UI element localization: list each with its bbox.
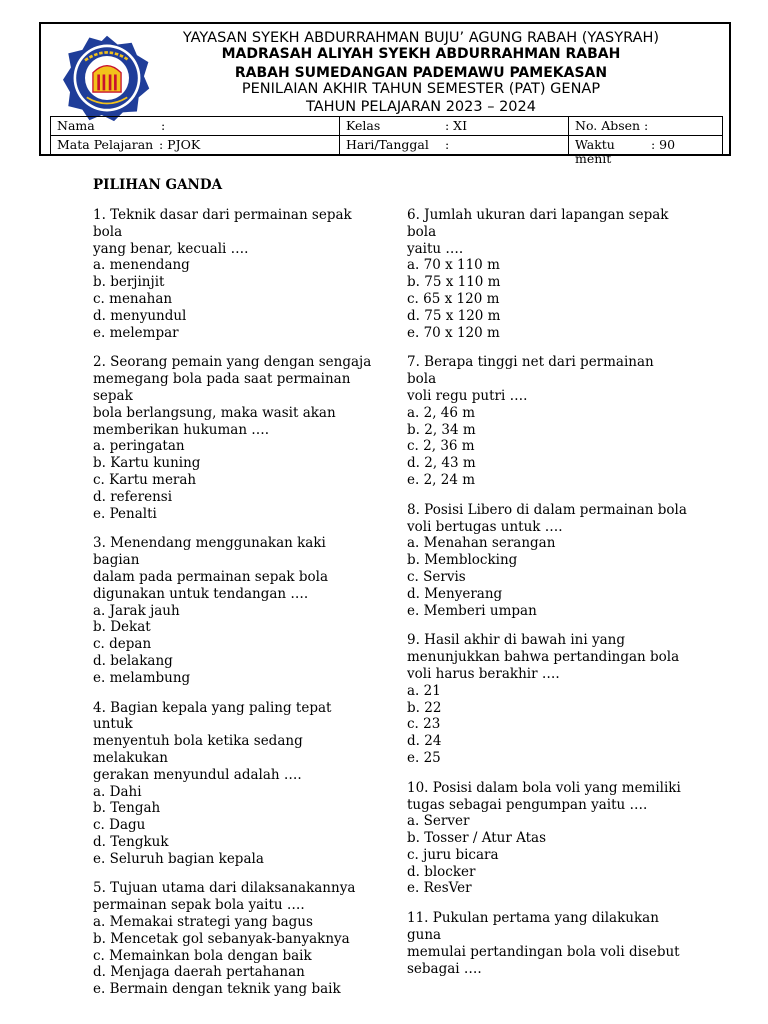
answer-option[interactable]: c. juru bicara [407, 846, 499, 863]
answer-option[interactable]: e. Memberi umpan [407, 602, 537, 619]
question-item [407, 780, 687, 898]
answer-option[interactable]: a. 2, 46 m [407, 404, 476, 421]
answer-option[interactable]: e. 25 [407, 749, 441, 766]
question-text-line: 9. Hasil akhir di bawah ini yang [407, 632, 625, 649]
absence-number-label: No. Absen : [575, 118, 649, 133]
answer-option[interactable]: b. Kartu kuning [93, 455, 201, 472]
question-text-line: memberikan hukuman …. [93, 421, 270, 438]
question-item [407, 207, 687, 341]
question-text-line: 4. Bagian kepala yang paling tepat untuk [93, 699, 332, 733]
question-item [93, 700, 373, 868]
school-logo-icon [63, 34, 151, 122]
exam-title: PENILAIAN AKHIR TAHUN SEMESTER (PAT) GENAP [241, 81, 601, 97]
answer-option[interactable]: d. belakang [93, 652, 173, 669]
answer-option[interactable]: a. Dahi [93, 783, 142, 800]
answer-option[interactable]: b. Tengah [93, 800, 161, 817]
answer-option[interactable]: a. Memakai strategi yang bagus [93, 914, 313, 931]
exam-header [39, 22, 731, 166]
question-item [407, 910, 687, 977]
question-text-line: tugas sebagai pengumpan yaitu …. [407, 796, 648, 813]
answer-option[interactable]: d. 2, 43 m [407, 455, 476, 472]
question-item [93, 535, 373, 686]
question-text-line: 6. Jumlah ukuran dari lapangan sepak bola [407, 207, 669, 240]
question-text-line: bola berlangsung, maka wasit akan [93, 404, 336, 421]
question-text-line: yang benar, kecuali …. [93, 240, 249, 257]
subject-cell [51, 136, 340, 156]
question-text-line: 1. Teknik dasar dari permainan sepak bola [93, 207, 352, 240]
answer-option[interactable]: d. menyundul [93, 307, 187, 324]
answer-option[interactable]: c. 2, 36 m [407, 438, 475, 455]
question-item [93, 354, 373, 522]
answer-option[interactable]: a. Jarak jauh [93, 602, 180, 619]
question-text-line: 5. Tujuan utama dari dilaksanakannya [93, 880, 356, 897]
question-text-line: 8. Posisi Libero di dalam permainan bola [407, 501, 687, 518]
date-colon: : [445, 137, 450, 152]
question-text-line: memulai pertandingan bola voli disebut [407, 943, 680, 960]
time-unit: menit [575, 151, 612, 166]
date-cell[interactable] [340, 136, 569, 156]
foundation-name: YAYASAN SYEKH ABDURRAHMAN BUJU’ AGUNG RABAH (YASYRAH) [182, 30, 660, 46]
question-item [407, 354, 687, 488]
name-label: Nama [57, 118, 95, 133]
answer-option[interactable]: d. Menjaga daerah pertahanan [93, 964, 305, 981]
answer-option[interactable]: d. 24 [407, 733, 442, 750]
answer-option[interactable]: b. Tosser / Atur Atas [407, 830, 547, 847]
question-text-line: 11. Pukulan pertama yang dilakukan guna [407, 910, 659, 944]
answer-option[interactable]: c. Memainkan bola dengan baik [93, 947, 312, 964]
academic-year: TAHUN PELAJARAN 2023 – 2024 [306, 99, 536, 115]
school-address: RABAH SUMEDANGAN PADEMAWU PAMEKASAN [234, 65, 608, 81]
question-text-line: voli harus berakhir …. [407, 665, 560, 682]
question-text-line: dalam pada permainan sepak bola [93, 568, 329, 585]
student-info-table [50, 116, 723, 166]
answer-option[interactable]: e. Bermain dengan teknik yang baik [93, 981, 341, 998]
question-text-line: permainan sepak bola yaitu …. [93, 897, 305, 914]
name-colon: : [161, 118, 166, 133]
answer-option[interactable]: c. 23 [407, 716, 441, 733]
question-text-line: voli regu putri …. [407, 387, 528, 404]
question-text-line: digunakan untuk tendangan …. [93, 585, 309, 602]
answer-option[interactable]: e. melambung [93, 669, 191, 686]
questions-left-column [93, 207, 373, 1011]
class-value: : XI [445, 118, 468, 133]
answer-option[interactable]: d. Menyerang [407, 585, 503, 602]
absence-number-cell[interactable] [569, 117, 723, 136]
question-item [407, 632, 687, 766]
section-title: PILIHAN GANDA [93, 177, 223, 193]
answer-option[interactable]: a. peringatan [93, 438, 185, 455]
answer-option[interactable]: d. Tengkuk [93, 833, 169, 850]
answer-option[interactable]: a. Menahan serangan [407, 535, 556, 552]
question-text-line: 2. Seorang pemain yang dengan sengaja [93, 354, 372, 371]
question-text-line: gerakan menyundul adalah …. [93, 766, 302, 783]
question-text-line: memegang bola pada saat permainan sepak [93, 371, 351, 404]
question-text-line: 7. Berapa tinggi net dari permainan bola [407, 354, 654, 388]
answer-option[interactable]: b. 75 x 110 m [407, 274, 501, 291]
answer-option[interactable]: c. Servis [407, 568, 466, 585]
date-label: Hari/Tanggal [346, 137, 429, 152]
answer-option[interactable]: d. 75 x 120 m [407, 307, 501, 324]
answer-option[interactable]: d. blocker [407, 863, 476, 880]
answer-option[interactable]: e. 70 x 120 m [407, 324, 500, 341]
answer-option[interactable]: c. 65 x 120 m [407, 290, 500, 307]
answer-option[interactable]: b. Mencetak gol sebanyak-banyaknya [93, 930, 350, 947]
answer-option[interactable]: c. depan [93, 636, 152, 653]
answer-option[interactable]: e. melempar [93, 324, 179, 341]
question-text-line: menunjukkan bahwa pertandingan bola [407, 649, 680, 666]
question-text-line: sebagai …. [407, 960, 482, 977]
time-value: : 90 [651, 137, 676, 152]
questions-right-column [407, 207, 687, 990]
question-text-line: 3. Menendang menggunakan kaki bagian [93, 535, 326, 569]
class-cell [340, 117, 569, 136]
answer-option[interactable]: b. Dekat [93, 619, 151, 636]
answer-option[interactable]: b. Memblocking [407, 552, 518, 569]
answer-option[interactable]: b. berjinjit [93, 274, 165, 291]
answer-option[interactable]: b. 22 [407, 699, 442, 716]
time-label: Waktu [575, 137, 615, 152]
answer-option[interactable]: c. menahan [93, 290, 173, 307]
question-item [93, 207, 373, 341]
answer-option[interactable]: e. ResVer [407, 880, 472, 897]
answer-option[interactable]: e. 2, 24 m [407, 471, 476, 488]
answer-option[interactable]: c. Dagu [93, 817, 146, 834]
answer-option[interactable]: a. 21 [407, 682, 441, 699]
question-item [93, 880, 373, 998]
subject-label: Mata Pelajaran [57, 137, 154, 152]
answer-option[interactable]: e. Seluruh bagian kepala [93, 850, 264, 867]
answer-option[interactable]: c. Kartu merah [93, 471, 197, 488]
school-name: MADRASAH ALIYAH SYEKH ABDURRAHMAN RABAH [221, 46, 621, 62]
answer-option[interactable]: d. referensi [93, 488, 173, 505]
answer-option[interactable]: a. 70 x 110 m [407, 257, 500, 274]
answer-option[interactable]: e. Penalti [93, 505, 157, 522]
class-label: Kelas [346, 118, 381, 133]
question-text-line: menyentuh bola ketika sedang melakukan [93, 733, 303, 766]
question-item [407, 502, 687, 620]
answer-option[interactable]: b. 2, 34 m [407, 421, 476, 438]
answer-option[interactable]: a. Server [407, 813, 470, 830]
name-cell[interactable] [51, 117, 340, 136]
time-cell [569, 136, 723, 166]
answer-option[interactable]: a. menendang [93, 257, 190, 274]
question-text-line: 10. Posisi dalam bola voli yang memiliki [407, 779, 681, 796]
subject-value: : PJOK [159, 137, 201, 152]
question-text-line: yaitu …. [407, 240, 464, 257]
question-text-line: voli bertugas untuk …. [407, 518, 563, 535]
